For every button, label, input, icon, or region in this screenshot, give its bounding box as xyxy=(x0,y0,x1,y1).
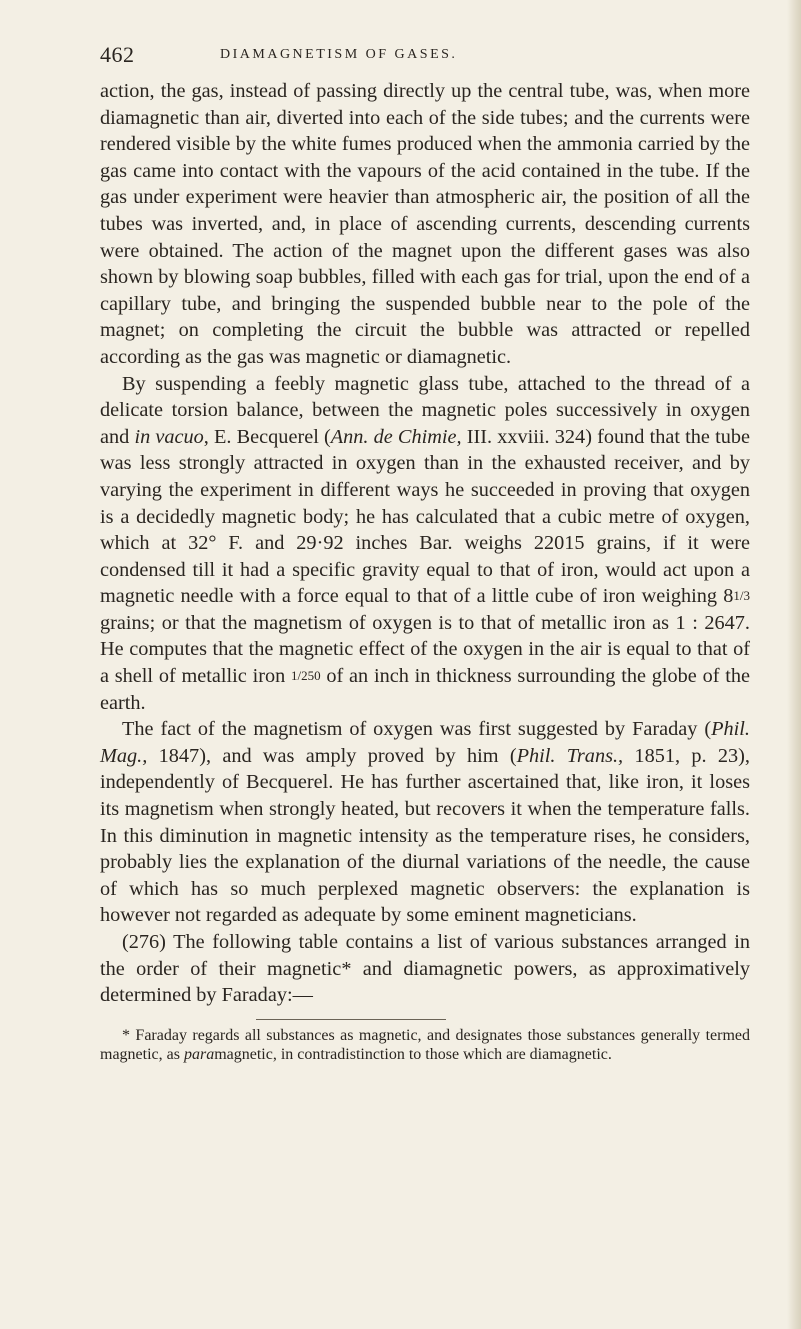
paragraph-3: The fact of the magnetism of oxygen was first suggested by Faraday (Phil. Mag., 1847), and was amply proved by him (Phil. Trans., 1851, p. 23), independently of Becquerel. He has further ascertained that, like iron, it loses its magnetism when strongly heated, but recovers it when the temperature falls. In this diminution in magnetic intensity as the temperature rises, he considers, probably lies the explanation of the diurnal variations of the needle, the cause of which has so much perplexed magnetic observers: the explanation is however not regarded as adequate by some eminent magneticians. xyxy=(100,718,750,927)
body-text xyxy=(100,78,750,1009)
footnote-marker: * xyxy=(341,957,352,980)
page-number: 462 xyxy=(100,42,135,67)
running-head-title: DIAMAGNETISM OF GASES. xyxy=(220,47,458,62)
book-page xyxy=(100,42,750,1064)
footnote-rule xyxy=(256,1019,446,1020)
fraction-one-third: 1/3 xyxy=(733,588,750,604)
paragraph-4: (276) The following table contains a list of various substances arranged in the order of their magnetic* and diamagnetic powers, as approximatively determined by Faraday:— xyxy=(100,931,750,1007)
fraction-one-250th: 1/250 xyxy=(291,668,321,684)
page-edge-shadow xyxy=(787,0,801,1329)
paragraph-2: By suspending a feebly magnetic glass tube, attached to the thread of a delicate torsion balance, between the magnetic poles successively in oxygen and in vacuo, E. Becquerel (Ann. de Chimie, III. xxviii. 324) found that the tube was less strongly attracted in oxygen than in the exhausted receiver, and by varying the experiment in different ways he succeeded in proving that oxygen is a decidedly magnetic body; he has calculated that a cubic metre of oxygen, which at 32° F. and 29·92 inches Bar. weighs 22015 grains, if it were condensed till it had a specific gravity equal to that of iron, would act upon a magnetic needle with a force equal to that of a little cube of iron weighing 81/3 grains; or that the magnetism of oxygen is to that of metallic iron as 1 : 2647. He computes that the magnetic effect of the oxygen in the air is equal to that of a shell of metallic iron 1/250 of an inch in thickness surrounding the globe of the earth. xyxy=(100,372,750,714)
running-head xyxy=(100,42,750,78)
footnote: * Faraday regards all substances as magnetic, and designates those substances generally termed magnetic, as paramagnetic, in contradistinction to those which are diamagnetic. xyxy=(100,1026,750,1063)
paragraph-1: action, the gas, instead of passing directly up the central tube, was, when more diamagnetic than air, diverted into each of the side tubes; and the currents were rendered visible by the white fumes produced when the ammonia carried by the gas came into contact with the vapours of the acid contained in the tube. If the gas under experiment were heavier than atmospheric air, the position of all the tubes was inverted, and, in place of ascending currents, descending currents were obtained. The action of the magnet upon the different gases was also shown by blowing soap bubbles, filled with each gas for trial, upon the end of a capillary tube, and bringing the suspended bubble near to the pole of the magnet; on completing the circuit the bubble was attracted or repelled according as the gas was magnetic or diamagnetic. xyxy=(100,80,750,368)
